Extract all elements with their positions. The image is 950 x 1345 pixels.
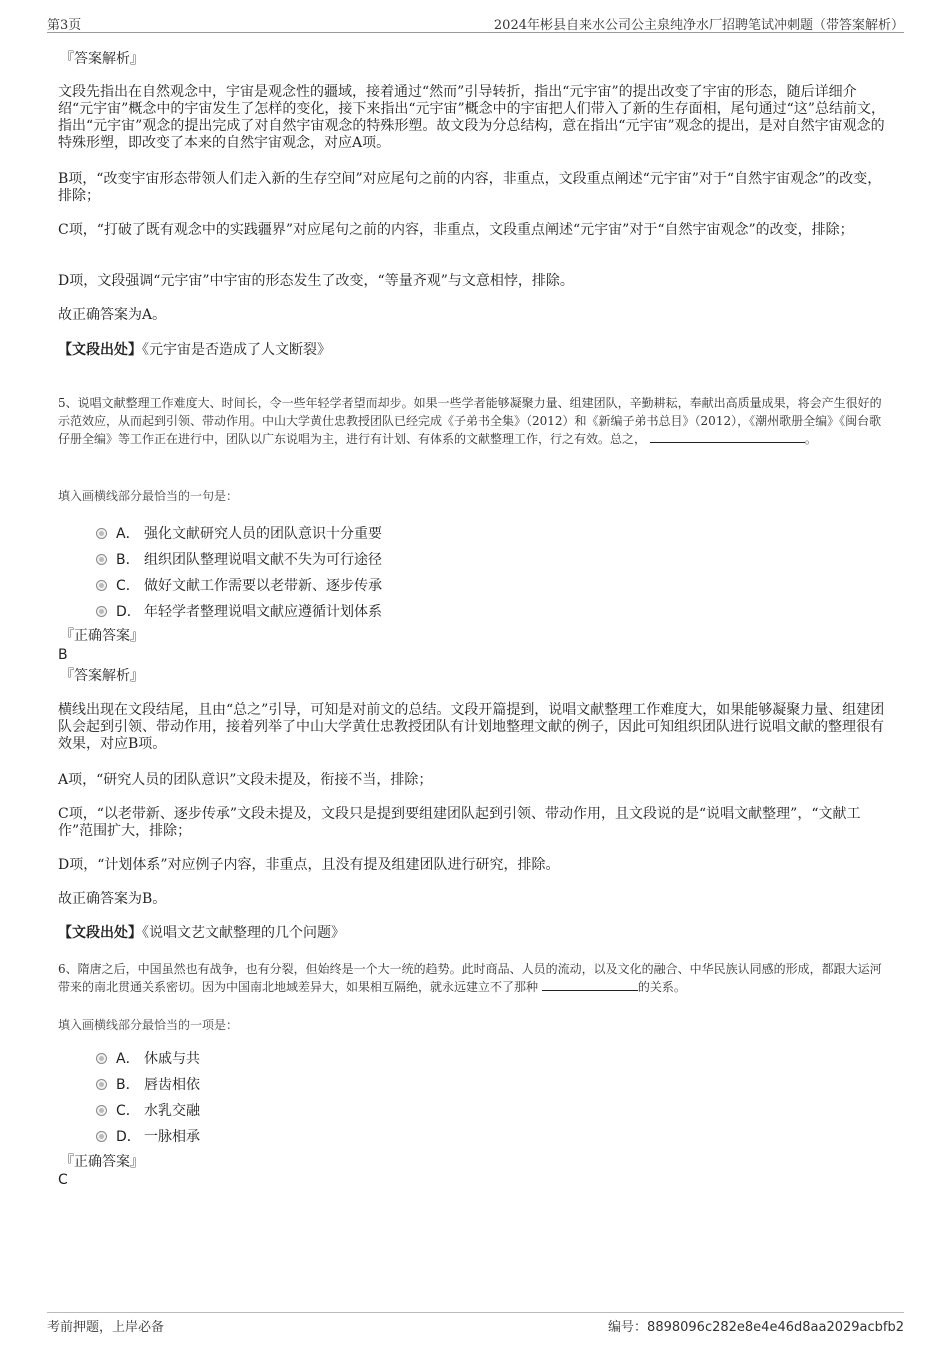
q6-text-after: 的关系。 [637,980,686,994]
option-text: 做好文献工作需要以老带新、逐步传承 [144,578,382,594]
q6-correct-label: 『正确答案』 [60,1154,144,1170]
option-text: 组织团队整理说唱文献不失为可行途径 [144,552,382,568]
page-footer [47,1312,904,1335]
option-text: 年轻学者整理说唱文献应遵循计划体系 [144,604,382,620]
q5-source-title: 《说唱文艺文献整理的几个问题》 [142,925,345,941]
q4-source-label: 【文段出处】 [58,342,142,358]
option-letter: B． [116,1077,140,1093]
option-letter: A． [116,1051,140,1067]
option-letter: B． [116,552,140,568]
q4-conclusion: 故正确答案为A。 [58,307,167,323]
page-header [47,12,904,33]
q5-option-d-analysis: D项，“计划体系”对应例子内容，非重点，且没有提及组建团队进行研究，排除。 [58,857,560,873]
q5-source [58,925,888,942]
document-title: 2024年彬县自来水公司公主泉纯净水厂招聘笔试冲刺题（带答案解析） [493,18,904,33]
footer-code-label: 编号： [608,1320,648,1335]
q6-hint: 填入画横线部分最恰当的一项是： [58,1018,239,1032]
option-text: 休戚与共 [144,1051,200,1067]
option-letter: D． [116,604,141,620]
q5-blank-line [650,430,805,443]
q4-analysis-paragraph: 文段先指出在自然观念中，宇宙是观念性的疆域，接着通过“然而”引导转折，指出“元宇宙”的提出改变了宇宙的形态，随后详细介绍“元宇宙”概念中的宇宙发生了怎样的变化，接下来指出“元宇宙”概念中的宇宙把人们带入了新的生存面相，尾句通过“这”总结前文，指出“元宇宙”观念的提出完成了对自然宇宙观念的特殊形塑。故文段为分总结构，意在指出“元宇宙”观念的提出，是对自然宇宙观念的特殊形塑，即改变了本来的自然宇宙观念，对应A项。 [58,84,885,151]
q4-analysis-label: 『答案解析』 [60,51,144,67]
option-text: 强化文献研究人员的团队意识十分重要 [144,526,382,542]
page-number: 第3页 [47,18,82,33]
q5-option-c-analysis: C项，“以老带新、逐步传承”文段未提及，文段只是提到要组建团队起到引领、带动作用，且文段说的是“说唱文献整理”，“文献工作”范围扩大，排除； [58,806,861,839]
radio-icon[interactable] [96,1105,107,1116]
q4-source-title: 《元宇宙是否造成了人文断裂》 [142,342,331,358]
radio-icon[interactable] [96,1131,107,1142]
q4-option-d-analysis: D项，文段强调“元宇宙”中宇宙的形态发生了改变，“等量齐观”与文意相悖，排除。 [58,273,574,289]
option-letter: A． [116,526,140,542]
radio-icon[interactable] [96,580,107,591]
q4-option-c-analysis: C项，“打破了既有观念中的实践疆界”对应尾句之前的内容，非重点，文段重点阐述“元宇宙”对于“自然宇宙观念”的改变，排除； [58,222,854,238]
q5-hint: 填入画横线部分最恰当的一句是： [58,489,239,503]
q6-correct-answer: C [58,1172,68,1188]
radio-icon[interactable] [96,1079,107,1090]
radio-icon[interactable] [96,606,107,617]
option-letter: C． [116,1103,140,1119]
q4-option-b-analysis: B项，“改变宇宙形态带领人们走入新的生存空间”对应尾句之前的内容，非重点，文段重点阐述“元宇宙”对于“自然宇宙观念”的改变，排除； [58,171,882,204]
radio-icon[interactable] [96,528,107,539]
option-letter: D． [116,1129,141,1145]
footer-slogan: 考前押题，上岸必备 [47,1320,165,1335]
q4-source [58,342,888,359]
q5-option-a-analysis: A项，“研究人员的团队意识”文段未提及，衔接不当，排除； [58,772,433,788]
q5-text-after: 。 [804,432,817,446]
q6-text-before: 6、隋唐之后，中国虽然也有战争，也有分裂，但始终是一个大一统的趋势。此时商品、人员的流动，以及文化的融合、中华民族认同感的形成，都跟大运河带来的南北贯通关系密切。因为中国南北地域差异大，如果相互隔绝，就永远建立不了那种 [58,962,882,994]
q5-correct-label: 『正确答案』 [60,628,144,644]
q5-analysis-paragraph: 横线出现在文段结尾，且由“总之”引导，可知是对前文的总结。文段开篇提到，说唱文献整理工作难度大，如果能够凝聚力量、组建团队会起到引领、带动作用，接着列举了中山大学黄仕忠教授团队有计划地整理文献的例子，因此可知组织团队进行说唱文献的整理很有效果，对应B项。 [58,702,885,752]
q5-question-text [58,394,890,448]
radio-icon[interactable] [96,1053,107,1064]
option-text: 一脉相承 [144,1129,200,1145]
q6-blank-line [542,978,638,991]
q5-source-label: 【文段出处】 [58,925,142,941]
q5-correct-answer: B [58,647,68,663]
q6-question-text [58,960,890,996]
footer-code [608,1316,904,1335]
footer-code-value: 8898096c282e8e4e46d8aa2029acbfb2 [647,1320,904,1335]
option-text: 唇齿相依 [144,1077,200,1093]
radio-icon[interactable] [96,554,107,565]
q5-analysis-label: 『答案解析』 [60,668,144,684]
option-text: 水乳交融 [144,1103,200,1119]
q5-conclusion: 故正确答案为B。 [58,891,167,907]
q5-text-before: 5、说唱文献整理工作难度大、时间长，令一些年轻学者望而却步。如果一些学者能够凝聚力量、组建团队，辛勤耕耘，奉献出高质量成果，将会产生很好的示范效应，从而起到引领、带动作用。中山大学黄仕忠教授团队已经完成《子弟书全集》（2012）和《新编子弟书总目》（2012），《潮州歌册全编》《闽台歌仔册全编》等工作正在进行中，团队以广东说唱为主，进行有计划、有体系的文献整理工作，行之有效。总之， [58,396,882,446]
option-letter: C． [116,578,140,594]
